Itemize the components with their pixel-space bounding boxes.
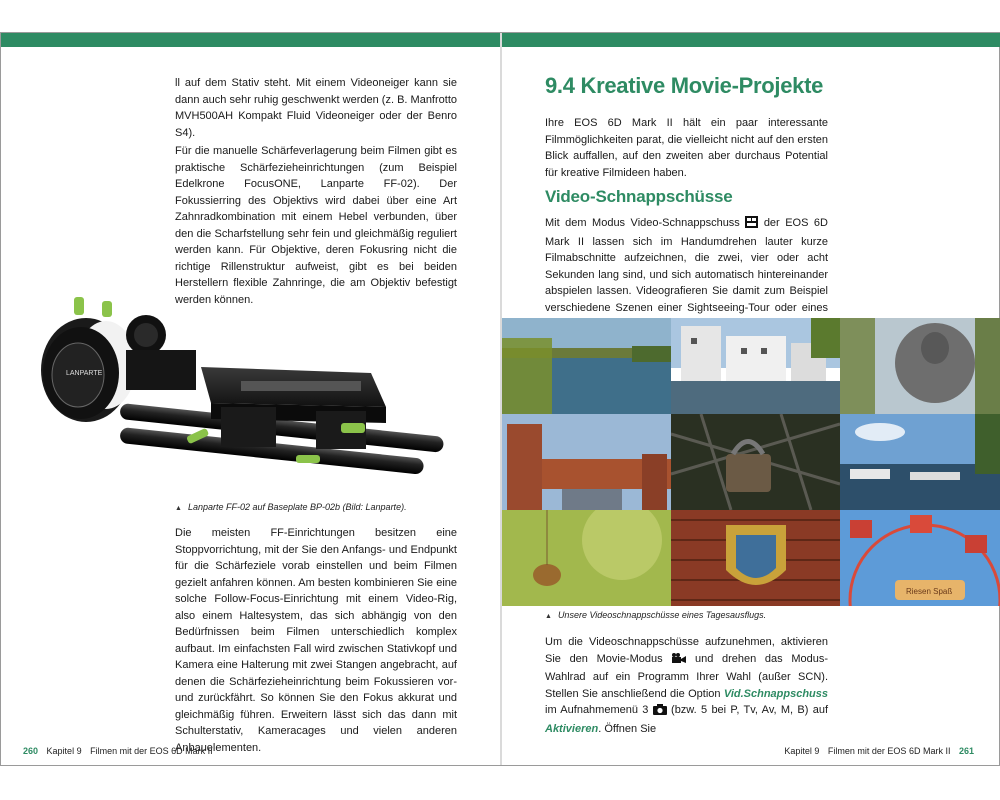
footer-title: Filmen mit der EOS 6D Mark II xyxy=(827,746,951,756)
right-paragraph-3 xyxy=(545,634,828,737)
subheading: Video-Schnappschüsse xyxy=(545,187,733,206)
follow-focus-figure xyxy=(26,295,446,485)
section-heading: 9.4 Kreative Movie-Projekte xyxy=(545,73,824,98)
para3-text-e: . Öffnen Sie xyxy=(598,722,657,735)
photo-coat-of-arms xyxy=(671,510,840,606)
left-page xyxy=(1,47,500,765)
left-paragraph-1: ll auf dem Stativ steht. Mit einem Videoneiger kann sie dann auch sehr ruhig geschwenkt werden (z. B. Manfrotto MVH500AH Kompakt Fluid Videoneiger oder der Benro S4). xyxy=(175,77,457,139)
photo-apartments xyxy=(671,318,840,414)
photo-ferris-wheel xyxy=(840,510,1000,606)
right-page xyxy=(502,47,1000,765)
triangle-icon: ▲ xyxy=(175,505,182,512)
para3-text-a: Um die Videoschnappschüsse aufzunehmen, aktivieren Sie den Movie-Modus xyxy=(545,636,828,665)
video-snapshot-icon xyxy=(745,216,758,234)
page-number: 261 xyxy=(958,746,974,756)
photo-leaf xyxy=(502,510,671,606)
photo-grid xyxy=(502,318,1000,606)
right-paragraph-2 xyxy=(545,215,828,333)
left-paragraph-2: Für die manuelle Schärfeverlagerung beim Filmen gibt es praktische Schärfezieheinrichtungen (zum Beispiel Edelkrone FocusONE, Lanparte FF-02). Der Fokussierring des Objektivs wird dabei über eine Art Zahnradkombination mit einem Hebel verbunden, über den die Scharfstellung sehr fein und gleichmäßig reguliert werden kann. Für Objektive, deren Fokusring nicht die richtige Rillenstruktur aufweist, gibt es bei beiden Herstellern flexible Zahnringe, die am Objektiv befestigt werden können. xyxy=(175,145,457,306)
para3-text-c: im Aufnahmemenü 3 xyxy=(545,704,649,716)
triangle-icon: ▲ xyxy=(545,613,552,620)
book-spread xyxy=(0,32,1000,766)
figure-caption-right xyxy=(545,610,766,620)
right-top-bar xyxy=(502,33,1000,47)
left-footer xyxy=(23,746,219,756)
photo-statue xyxy=(840,318,1000,414)
footer-chapter: Kapitel 9 xyxy=(46,746,82,756)
camera-icon xyxy=(653,704,667,721)
caption-text: Unsere Videoschnappschüsse eines Tagesausflugs. xyxy=(557,610,767,620)
caption-text: Lanparte FF-02 auf Baseplate BP-02b (Bild: Lanparte). xyxy=(187,502,407,512)
para3-text-d: (bzw. 5 bei P, Tv, Av, M, B) auf xyxy=(671,704,828,716)
left-top-bar xyxy=(1,33,500,47)
activate-label: Aktivieren xyxy=(545,722,599,735)
movie-camera-icon xyxy=(671,653,686,670)
right-paragraph-1: Ihre EOS 6D Mark II hält ein paar interessante Filmmöglichkeiten parat, die vielleicht nicht auf den ersten Blick auffallen, auf den zweiten aber durchaus Potential für kreative Filmideen haben. xyxy=(545,117,828,179)
option-label: Vid.Schnappschuss xyxy=(723,687,829,700)
para3-text-b: und drehen das Modus-Wahlrad auf ein Programm Ihrer Wahl (außer SCN). Stellen Sie anschließend die Option xyxy=(545,652,828,700)
brand-label: LANPARTE xyxy=(66,370,103,377)
footer-chapter: Kapitel 9 xyxy=(784,746,820,756)
footer-title: Filmen mit der EOS 6D Mark II xyxy=(90,746,213,756)
figure-caption-left xyxy=(175,502,407,512)
photo-harbor xyxy=(840,414,1000,510)
para2-text-a: Mit dem Modus Video-Schnappschuss xyxy=(545,217,740,229)
sign-text: Riesen Spaß xyxy=(906,587,953,596)
photo-brick-gate xyxy=(502,414,671,510)
photo-lake xyxy=(502,318,671,414)
photo-padlock xyxy=(671,414,840,510)
para2-text-b: der EOS 6D Mark II lassen sich im Handumdrehen lauter kurze Filmabschnitte aufzeichnen, die zwei, vier oder acht Sekunden lang sind, und sich automatisch hintereinander abspielen lassen. Videografieren Sie damit zum Beispiel verschiedene Szenen einer Sightseeing-Tour oder eines xyxy=(545,217,828,314)
page-number: 260 xyxy=(23,746,39,756)
left-paragraph-3: Die meisten FF-Einrichtungen besitzen eine Stoppvorrichtung, mit der Sie den Anfangs- und Endpunkt für die Schärfeziele vorab einstellen und beim Filmen gezielt anfahren können. Am besten kombinieren Sie eine solche Follow-Focus-Einrichtung mit einem Video-Rig, also einem Haltesystem, das sich abhängig von den Bedürfnissen beim Filmen unterschiedlich komplex aufbaut. Im einfachsten Fall wird zwischen Stativkopf und Kamera eine Halterung mit zwei Stangen angebracht, auf denen die Schärfezieheinrichtung beim Fokussieren vor- und zurückfährt. So können Sie den Fokus akkurat und gleichmäßig führen. Erweitern lässt sich das dann mit Schulterstativ, Kameracages und vielen anderen Anbauelementen. xyxy=(175,527,457,754)
right-footer xyxy=(784,746,980,756)
